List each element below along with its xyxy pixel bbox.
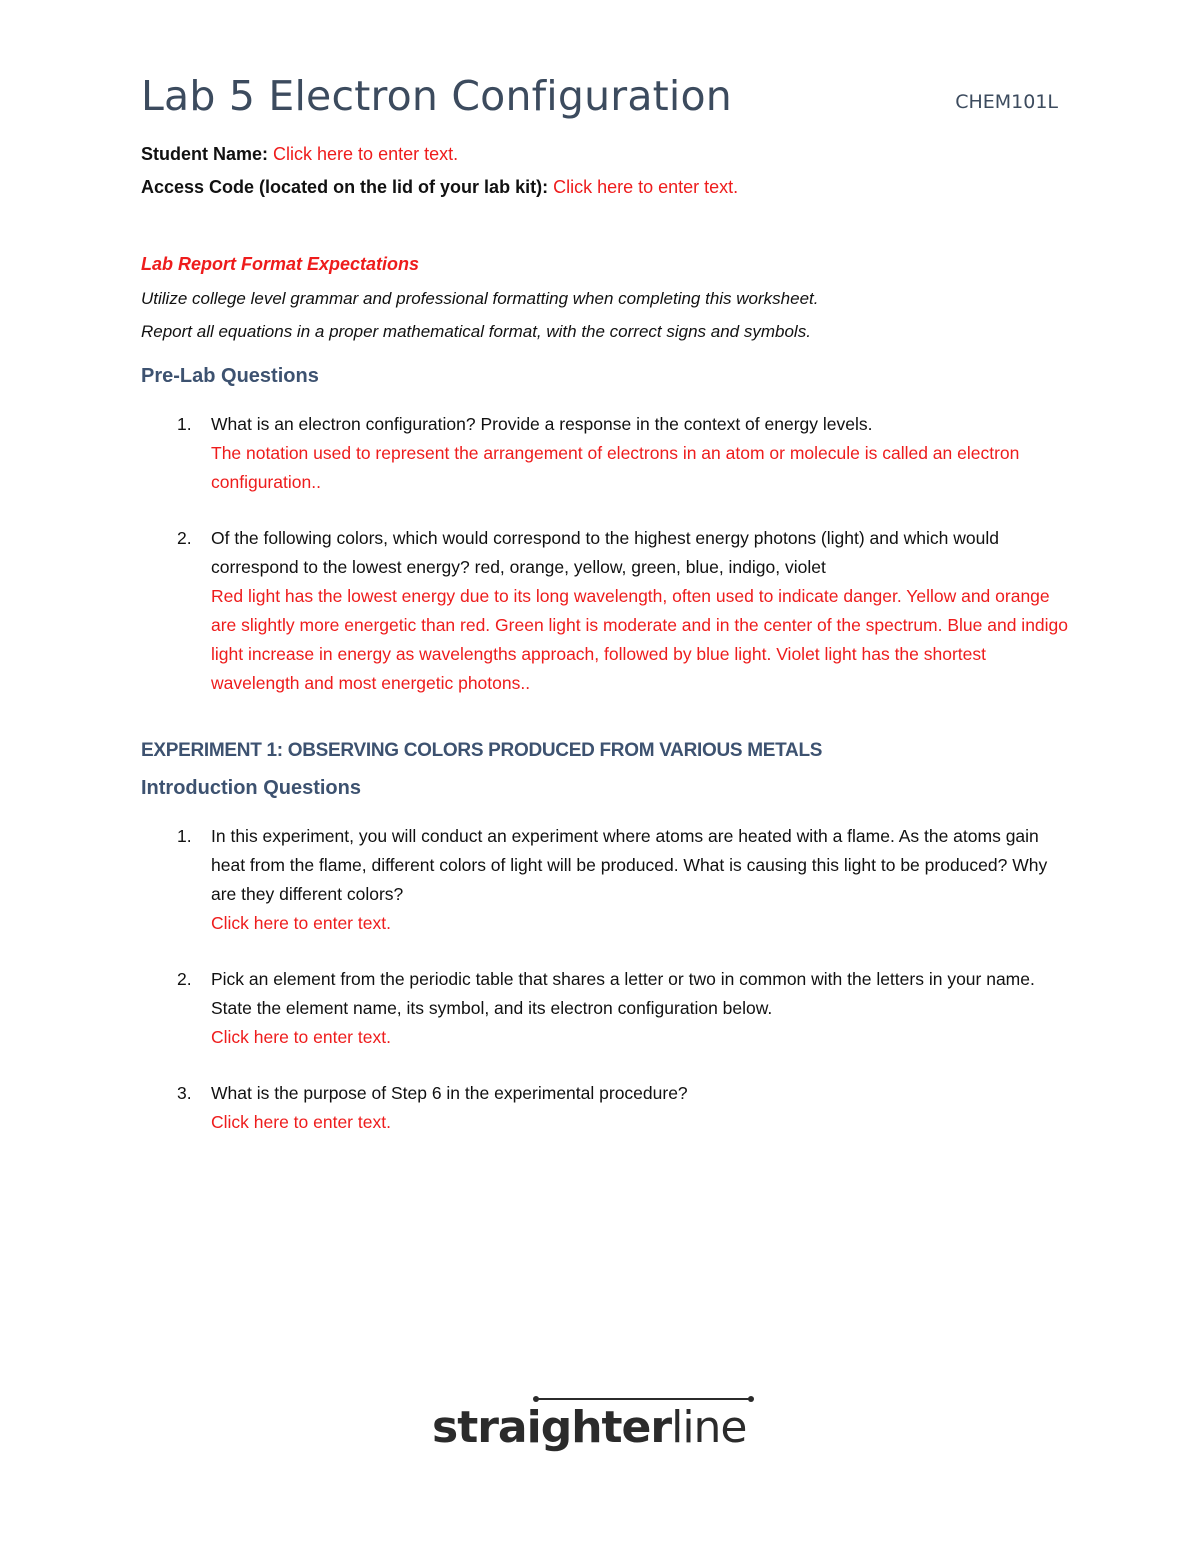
intro-question-list — [141, 822, 1071, 1137]
question-text: Pick an element from the periodic table that shares a letter or two in common with the letters in your name. State the element name, its symbol, and its electron configuration below. — [211, 969, 1035, 1018]
logo-light-text: line — [671, 1402, 747, 1453]
question-number: 1. — [177, 826, 192, 846]
answer-field[interactable]: The notation used to represent the arrangement of electrons in an atom or molecule is called an electron configuration.. — [211, 443, 1020, 492]
prelab-heading: Pre-Lab Questions — [141, 365, 319, 387]
answer-field[interactable]: Click here to enter text. — [211, 1112, 391, 1132]
student-name-input[interactable]: Click here to enter text. — [273, 144, 459, 164]
format-line-grammar: Utilize college level grammar and professional formatting when completing this worksheet. — [141, 289, 819, 308]
answer-field[interactable]: Click here to enter text. — [211, 913, 391, 933]
question-number: 1. — [177, 414, 192, 434]
document-title: Lab 5 Electron Configuration — [141, 72, 732, 120]
question-text: Of the following colors, which would correspond to the highest energy photons (light) and which would correspond to the lowest energy? red, orange, yellow, green, blue, indigo, violet — [211, 528, 999, 577]
question-text: What is an electron configuration? Provide a response in the context of energy levels. — [211, 414, 873, 434]
logo-bold-text: straighter — [432, 1402, 672, 1453]
access-code-input[interactable]: Click here to enter text. — [553, 177, 739, 197]
intro-question-2 — [141, 965, 1071, 1052]
question-text: In this experiment, you will conduct an experiment where atoms are heated with a flame. As the atoms gain heat from the flame, different colors of light will be produced. What is causing this light to be produced? Why are they different colors? — [211, 826, 1048, 904]
prelab-question-1 — [141, 410, 1071, 497]
question-text: What is the purpose of Step 6 in the experimental procedure? — [211, 1083, 688, 1103]
student-name-line — [141, 144, 458, 165]
logo-wordmark — [432, 1402, 747, 1453]
intro-question-3 — [141, 1079, 1071, 1137]
intro-question-1 — [141, 822, 1071, 938]
format-line-equations: Report all equations in a proper mathematical format, with the correct signs and symbols. — [141, 322, 811, 341]
access-code-line — [141, 177, 738, 198]
prelab-question-list — [141, 410, 1071, 698]
prelab-question-2 — [141, 524, 1071, 698]
format-expectations-heading: Lab Report Format Expectations — [141, 254, 420, 274]
straighterline-logo — [432, 1398, 758, 1460]
student-name-label: Student Name: — [141, 144, 269, 164]
logo-overline — [535, 1398, 752, 1400]
introduction-questions-heading: Introduction Questions — [141, 777, 361, 799]
question-number: 2. — [177, 528, 192, 548]
answer-field[interactable]: Red light has the lowest energy due to its long wavelength, often used to indicate danger. Yellow and orange are slightly more energetic than red. Green light is moderate and in the center of the spectrum. Blue and indigo light increase in energy as wavelengths approach, followed by blue light. Violet light has the shortest wavelength and most energetic photons.. — [211, 586, 1069, 693]
question-number: 2. — [177, 969, 192, 989]
access-code-label: Access Code (located on the lid of your lab kit): — [141, 177, 549, 197]
logo-dot-right — [748, 1396, 754, 1402]
question-number: 3. — [177, 1083, 192, 1103]
experiment-1-heading: EXPERIMENT 1: OBSERVING COLORS PRODUCED FROM VARIOUS METALS — [141, 740, 823, 761]
answer-field[interactable]: Click here to enter text. — [211, 1027, 391, 1047]
course-code: CHEM101L — [955, 91, 1058, 113]
